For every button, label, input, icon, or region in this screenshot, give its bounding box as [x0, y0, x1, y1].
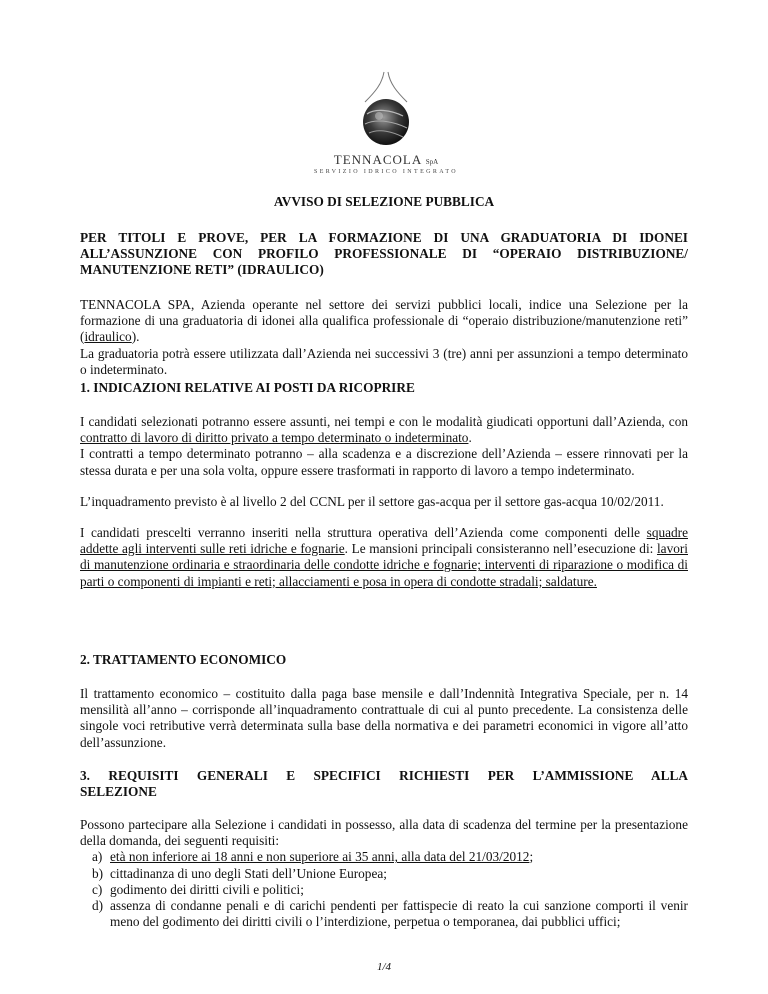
section-1-heading: 1. INDICAZIONI RELATIVE AI POSTI DA RICOPRIRE — [80, 380, 415, 395]
section-1-body — [80, 414, 688, 590]
section-1-paragraph-2: I contratti a tempo determinato potranno – alla scadenza e a discrezione dell’Azienda – essere rinnovati per la stessa durata e per una sola volta, oppure essere trasformati in rapporto di lavoro a tempo indeterminato. — [80, 446, 688, 478]
logo-suffix: SpA — [425, 158, 439, 166]
intro-paragraph-2: La graduatoria potrà essere utilizzata dall’Azienda nei successivi 3 (tre) anni per assunzioni a tempo determinato o indeterminato. — [80, 345, 688, 377]
list-item: d) assenza di condanne penali e di carichi pendenti per fattispecie di reato la cui sanzione comporti il venir meno del godimento dei diritti civili o l’interdizione, perpetua o temporanea, dai pubblici uffici; — [92, 898, 688, 930]
section-1-paragraph-4: I candidati prescelti verranno inseriti nella struttura operativa dell’Azienda come componenti delle squadre addette agli interventi sulle reti idriche e fognarie. Le mansioni principali consisteranno nell’esecuzione di: lavori di manutenzione ordinaria e straordinaria delle condotte idriche e fognarie; interventi di riparazione o modifica di parti o componenti di impianti e reti; allacciamenti e posa in opera di condotte stradali; saldature. — [80, 525, 688, 589]
section-3-heading: 3. REQUISITI GENERALI E SPECIFICI RICHIESTI PER L’AMMISSIONE ALLA SELEZIONE — [80, 768, 688, 800]
section-2-body — [80, 686, 688, 751]
section-1-paragraph-1: I candidati selezionati potranno essere assunti, nei tempi e con le modalità giudicati opportuni dall’Azienda, con contratto di lavoro di diritto privato a tempo determinato o indeterminato. — [80, 414, 688, 446]
section-1-paragraph-3: L’inquadramento previsto è al livello 2 del CCNL per il settore gas-acqua per il settore gas-acqua 10/02/2011. — [80, 493, 664, 509]
section-2-heading: 2. TRATTAMENTO ECONOMICO — [80, 652, 287, 667]
section-3-intro: Possono partecipare alla Selezione i candidati in possesso, alla data di scadenza del termine per la presentazione della domanda, dei seguenti requisiti: — [80, 817, 688, 849]
logo-tagline: SERVIZIO IDRICO INTEGRATO — [313, 169, 459, 175]
requirements-list — [80, 849, 688, 930]
company-logo — [296, 70, 476, 175]
document-subtitle: PER TITOLI E PROVE, PER LA FORMAZIONE DI UNA GRADUATORIA DI IDONEI ALL’ASSUNZIONE CON PROFILO PROFESSIONALE DI “OPERAIO DISTRIBUZIONE/ MANUTENZIONE RETI” (IDRAULICO) — [80, 230, 688, 278]
section-2-paragraph-1: Il trattamento economico – costituito dalla paga base mensile e dall’Indennità Integrativa Speciale, per n. 14 mensilità all’anno – corrisponde all’inquadramento contrattuale di cui al punto precedente. La consistenza delle singole voci retributive verrà determinata sulla base della normativa e dei parametri economici in vigore all’atto dell’assunzione. — [80, 686, 688, 750]
list-item: b) cittadinanza di uno degli Stati dell’Unione Europea; — [92, 865, 387, 881]
logo-name-text: TENNACOLA — [333, 152, 422, 167]
intro-paragraph-1: TENNACOLA SPA, Azienda operante nel settore dei servizi pubblici locali, indice una Selezione per la formazione di una graduatoria di idonei alla qualifica professionale di “operaio distribuzione/manutenzione reti” (idraulico). — [80, 297, 688, 345]
section-3-body — [80, 817, 688, 930]
intro-block — [80, 297, 688, 378]
list-item: a) età non inferiore ai 18 anni e non superiore ai 35 anni, alla data del 21/03/2012; — [92, 849, 534, 865]
page-number: 1/4 — [376, 961, 392, 973]
document-title: AVVISO DI SELEZIONE PUBBLICA — [273, 194, 495, 209]
logo-name — [296, 152, 476, 168]
water-drop-logo-icon — [351, 70, 421, 150]
list-item: c) godimento dei diritti civili e politici; — [92, 881, 304, 897]
